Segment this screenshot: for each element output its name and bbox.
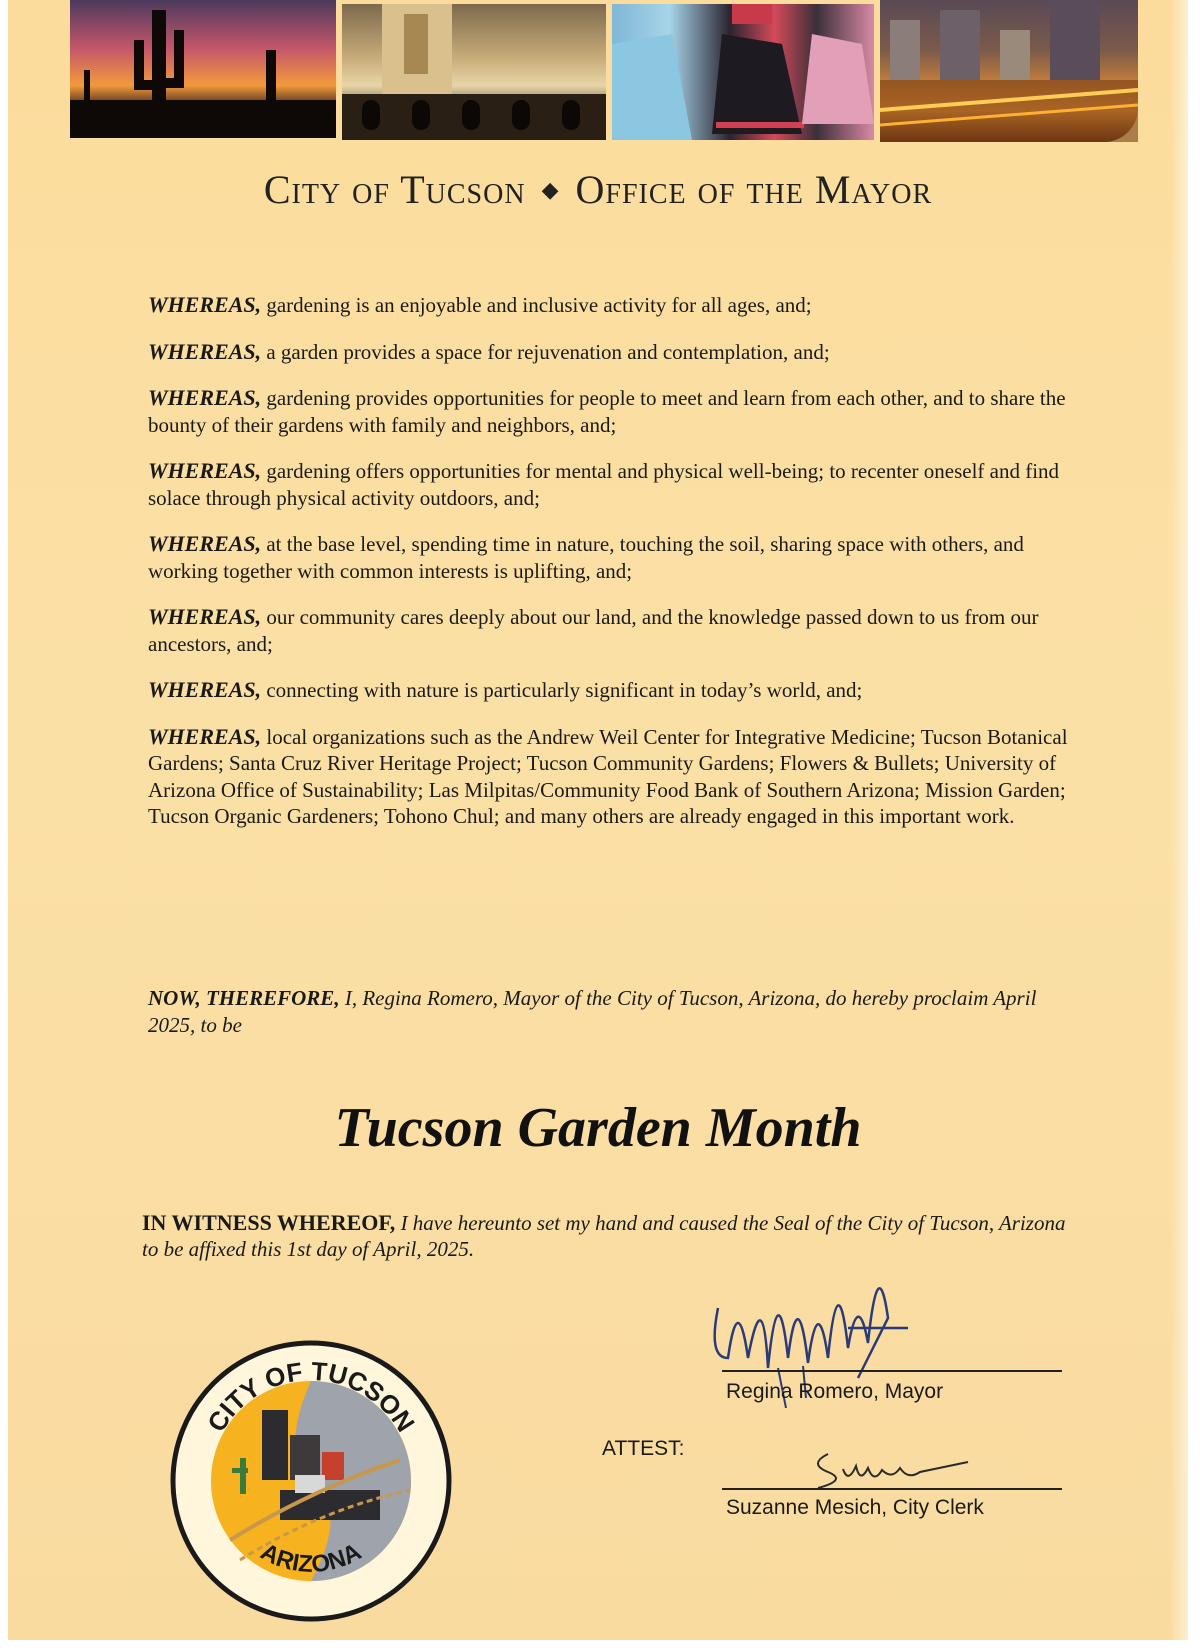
seal-bottom-text: ARIZONA xyxy=(256,1538,366,1579)
witness-text: I have hereunto set my hand and caused the Seal of the City of Tucson, Arizona to be affixed this 1st day of April, 2025. xyxy=(142,1211,1066,1261)
whereas-clauses xyxy=(148,292,1078,850)
whereas-clause xyxy=(148,385,1078,438)
proclaimed-month-title: Tucson Garden Month xyxy=(334,1097,862,1159)
clerk-signature-line xyxy=(722,1488,1062,1490)
proclamation-text: I, Regina Romero, Mayor of the City of Tucson, Arizona, do hereby proclaim April 2025, to be xyxy=(148,986,1037,1037)
photo-banner xyxy=(70,0,1140,143)
clerk-name: Suzanne Mesich, City Clerk xyxy=(726,1496,984,1519)
office-header xyxy=(8,166,1188,213)
desert-sunset-photo xyxy=(70,0,336,138)
clause-lead: WHEREAS, xyxy=(148,338,262,364)
clause-lead: WHEREAS, xyxy=(148,292,262,317)
clause-text: a garden provides a space for rejuvenation and contemplation, and; xyxy=(266,339,830,364)
city-name: City of Tucson xyxy=(263,167,526,212)
whereas-clause xyxy=(148,677,1078,704)
seal-top-text: CITY OF TUCSON xyxy=(201,1355,421,1438)
clerk-signature xyxy=(808,1444,1018,1494)
whereas-clause xyxy=(148,724,1078,830)
clause-text: gardening is an enjoyable and inclusive activity for all ages, and; xyxy=(266,293,812,317)
clause-text: our community cares deeply about our land, and the knowledge passed down to us from our ancestors, and; xyxy=(148,605,1039,656)
proclamation-document xyxy=(8,0,1188,1640)
whereas-clause xyxy=(148,458,1078,511)
folklorico-dancers-photo xyxy=(612,4,874,140)
clause-text: local organizations such as the Andrew Weil Center for Integrative Medicine; Tucson Botanical Gardens; Santa Cruz River Heritage Project; Tucson Community Gardens; Flowers & Bullets; University of Arizona Office of Sustainability; Las Milpitas/Community Food Bank of Southern Arizona; Mission Garden; Tucson Organic Gardeners; Tohono Chul; and many others are already engaged in this important work. xyxy=(148,724,1068,828)
clause-text: connecting with nature is particularly significant in today’s world, and; xyxy=(266,678,863,702)
proclamation-statement xyxy=(148,985,1078,1039)
clause-lead: WHEREAS, xyxy=(148,604,262,629)
whereas-clause xyxy=(148,604,1078,657)
whereas-clause xyxy=(148,339,1078,366)
clause-text: gardening provides opportunities for people to meet and learn from each other, and to share the bounty of their gardens with family and neighbors, and; xyxy=(148,386,1066,437)
city-skyline-night-photo xyxy=(880,0,1138,142)
office-name: Office of the Mayor xyxy=(575,167,933,212)
clause-lead: WHEREAS, xyxy=(148,458,262,483)
mayor-signature-line xyxy=(722,1370,1062,1372)
diamond-separator-icon: ◆ xyxy=(541,177,560,202)
mayor-name: Regina Romero, Mayor xyxy=(726,1380,944,1403)
clause-lead: WHEREAS, xyxy=(148,677,262,702)
clause-lead: WHEREAS, xyxy=(148,385,262,410)
clause-lead: WHEREAS, xyxy=(148,723,262,749)
clause-text: at the base level, spending time in nature, touching the soil, sharing space with others, and working together with common interests is uplifting, and; xyxy=(148,532,1024,583)
clause-lead: WHEREAS, xyxy=(148,531,262,556)
whereas-clause xyxy=(148,292,1078,319)
clause-text: gardening offers opportunities for mental and physical well-being; to recenter oneself and find solace through physical activity outdoors, and; xyxy=(148,459,1060,510)
attest-label: ATTEST: xyxy=(602,1437,685,1460)
whereas-clause xyxy=(148,531,1078,584)
proclamation-lead: NOW, THEREFORE, xyxy=(148,986,340,1010)
mission-building-photo xyxy=(342,4,606,140)
witness-lead: IN WITNESS WHEREOF, xyxy=(142,1210,396,1235)
city-seal-icon xyxy=(170,1340,452,1622)
